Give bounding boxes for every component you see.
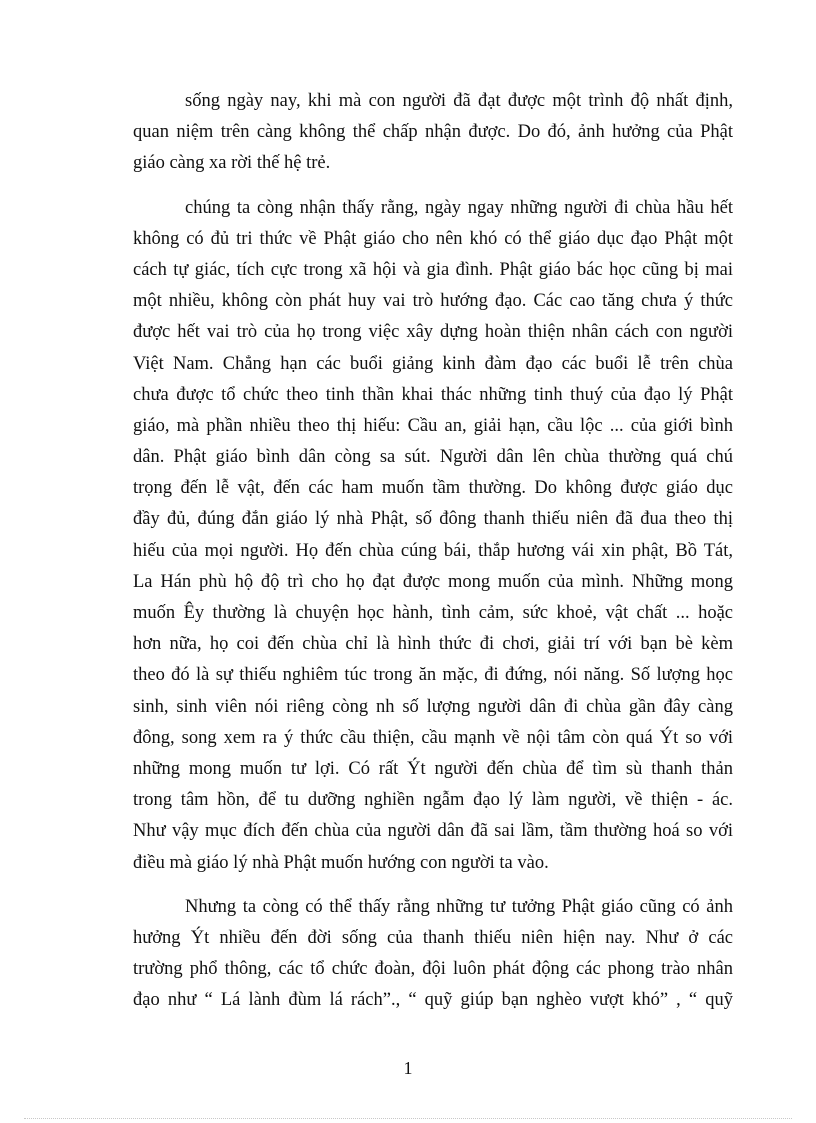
text-line: chúng ta còng nhận thấy rằng, ngày ngay những người đi chùa hầu hết (185, 197, 733, 218)
text-line: những mong muốn tư lợi. Có rất Ýt người đến chùa để tìm sù thanh thản (133, 758, 733, 779)
body-text (133, 86, 733, 1016)
paragraph (133, 86, 733, 180)
text-line: không có đủ tri thức về Phật giáo cho nên khó có thể giáo dục đạo Phật một (133, 228, 733, 249)
text-line: Như vậy mục đích đến chùa của người dân đã sai lầm, tầm thường hoá so với (133, 821, 733, 842)
text-line: sống ngày nay, khi mà con người đã đạt được một trình độ nhất định, (185, 91, 733, 111)
text-line: trọng đến lễ vật, đến các ham muốn tầm thường. Do không được giáo dục (133, 478, 733, 499)
text-line: giáo càng xa rời thế hệ trẻ. (133, 153, 331, 174)
text-line: đạo như “ Lá lành đùm lá rách”., “ quỹ giúp bạn nghèo vượt khó” , “ quỹ (133, 990, 733, 1011)
text-line: giáo, mà phần nhiều theo thị hiếu: Cầu an, giải hạn, cầu lộc ... của giới bình (133, 415, 733, 436)
text-line: quan niệm trên càng không thể chấp nhận được. Do đó, ảnh hưởng của Phật (133, 122, 733, 143)
text-line: Việt Nam. Chẳng hạn các buổi giảng kinh đàm đạo các buổi lễ trên chùa (133, 353, 733, 374)
text-line: La Hán phù hộ độ trì cho họ đạt được mong muốn của mình. Những mong (133, 571, 733, 592)
text-line: được hết vai trò của họ trong việc xây dựng hoàn thiện nhân cách con người (133, 322, 733, 343)
text-line: dân. Phật giáo bình dân còng sa sút. Người dân lên chùa thường quá chú (133, 447, 733, 468)
text-line: đầy đủ, đúng đắn giáo lý nhà Phật, số đông thanh thiếu niên đã đua theo thị (133, 509, 733, 530)
text-line: hưởng Ýt nhiều đến đời sống của thanh thiếu niên hiện nay. Như ở các (133, 927, 733, 948)
paragraph (133, 193, 733, 879)
text-line: chưa được tổ chức theo tinh thần khai thác những tinh thuý của đạo lý Phật (133, 384, 733, 405)
paragraph (133, 892, 733, 1017)
text-line: theo đó là sự thiếu nghiêm túc trong ăn mặc, đi đứng, nói năng. Số lượng học (133, 665, 733, 686)
text-line: đông, song xem ra ý thức cầu thiện, cầu mạnh về nội tâm còn quá Ýt so với (133, 727, 733, 748)
text-line: sinh, sinh viên nói riêng còng nh số lượng người dân đi chùa gần đây càng (133, 696, 733, 717)
text-line: hiếu của mọi người. Họ đến chùa cúng bái, thắp hương vái xin phật, Bồ Tát, (133, 540, 733, 561)
text-line: muốn Êy thường là chuyện học hành, tình cảm, sức khoẻ, vật chất ... hoặc (133, 603, 733, 623)
text-line: trường phổ thông, các tổ chức đoàn, đội luôn phát động các phong trào nhân (133, 959, 733, 980)
page-number: 1 (403, 1058, 413, 1078)
text-line: hơn nữa, họ coi đến chùa chỉ là hình thức đi chơi, giải trí với bạn bè kèm (133, 634, 733, 655)
text-line: trong tâm hồn, để tu dưỡng nghiền ngẫm đạo lý làm người, về thiện - ác. (133, 790, 733, 811)
text-line: Nhưng ta còng có thể thấy rằng những tư tưởng Phật giáo cũng có ảnh (185, 896, 733, 917)
text-line: điều mà giáo lý nhà Phật muốn hướng con người ta vào. (133, 852, 549, 873)
text-line: cách tự giác, tích cực trong xã hội và gia đình. Phật giáo bác học cũng bị mai (133, 259, 733, 280)
page-bottom-divider (24, 1118, 792, 1119)
text-line: một nhiều, không còn phát huy vai trò hướng đạo. Các cao tăng chưa ý thức (133, 291, 733, 312)
